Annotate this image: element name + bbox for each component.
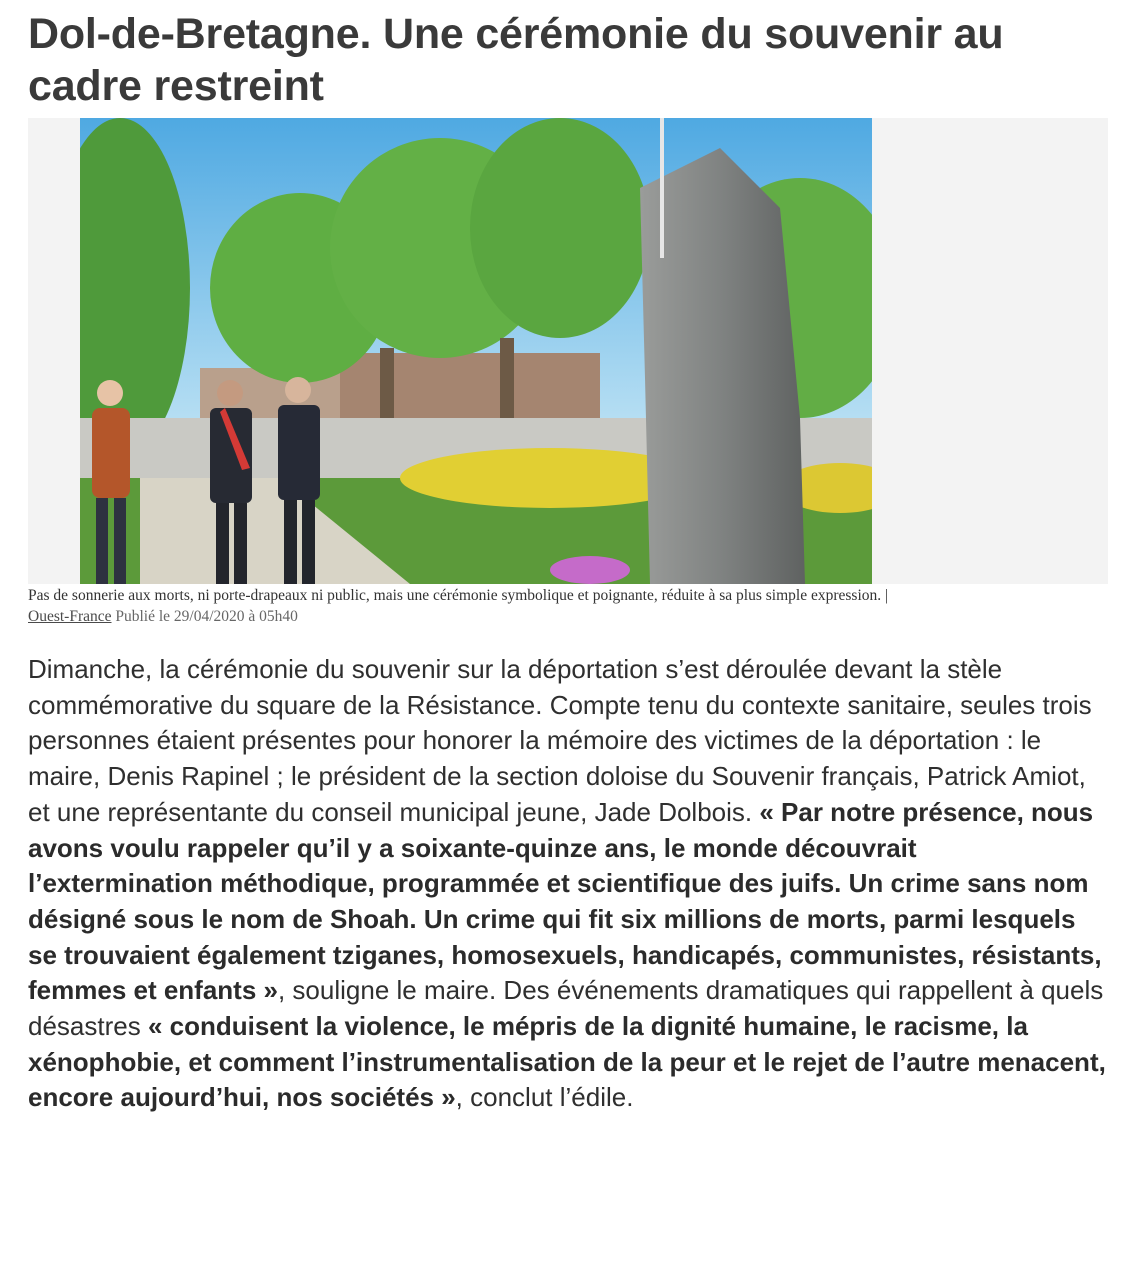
body-intro: Dimanche, la cérémonie du souvenir sur la déportation s’est déroulée devant la stèle commémorative du square de la Résistance. Compte tenu du contexte sanitaire, seules trois personnes étaient présentes pour honorer la mémoire des victimes de la déportation : le maire, Denis Rapinel ; le président de la section doloise du Souvenir français, Patrick Amiot, et une représentante du conseil municipal jeune, Jade Dolbois. xyxy=(28,654,1092,827)
article-body xyxy=(28,652,1108,1116)
article-meta xyxy=(28,606,1108,628)
flower-bouquet xyxy=(550,556,630,584)
photo-caption: Pas de sonnerie aux morts, ni porte-drapeaux ni public, mais une cérémonie symbolique et poignante, réduite à sa plus simple expression. | xyxy=(28,587,889,604)
photo-band xyxy=(28,118,1108,584)
memorial-photo[interactable] xyxy=(80,118,872,584)
tree xyxy=(470,118,650,338)
flag-pole xyxy=(660,118,664,258)
publication-date: Publié le 29/04/2020 à 05h40 xyxy=(111,608,298,625)
quote-conclusion: « conduisent la violence, le mépris de la dignité humaine, le racisme, la xénophobie, et comment l’instrumentalisation de la peur et le rejet de l’autre menacent, encore aujourd’hui, nos sociétés » xyxy=(28,1011,1106,1113)
article xyxy=(28,8,1108,1116)
memorial-stone xyxy=(640,148,805,584)
body-attribution: , souligne le maire. Des événements dramatiques qui rappellent à quels désastres xyxy=(28,975,1104,1042)
source-link[interactable]: Ouest-France xyxy=(28,608,112,625)
article-title: Dol-de-Bretagne. Une cérémonie du souvenir au cadre restreint xyxy=(28,10,1004,110)
quote-mayor: « Par notre présence, nous avons voulu rappeler qu’il y a soixante-quinze ans, le monde découvrait l’extermination méthodique, programmée et scientifique des juifs. Un crime sans nom désigné sous le nom de Shoah. Un crime qui fit six millions de morts, parmi lesquels se trouvaient également tziganes, homosexuels, handicapés, communistes, résistants, femmes et enfants » xyxy=(28,796,1102,1006)
body-closing: , conclut l’édile. xyxy=(455,1082,634,1113)
